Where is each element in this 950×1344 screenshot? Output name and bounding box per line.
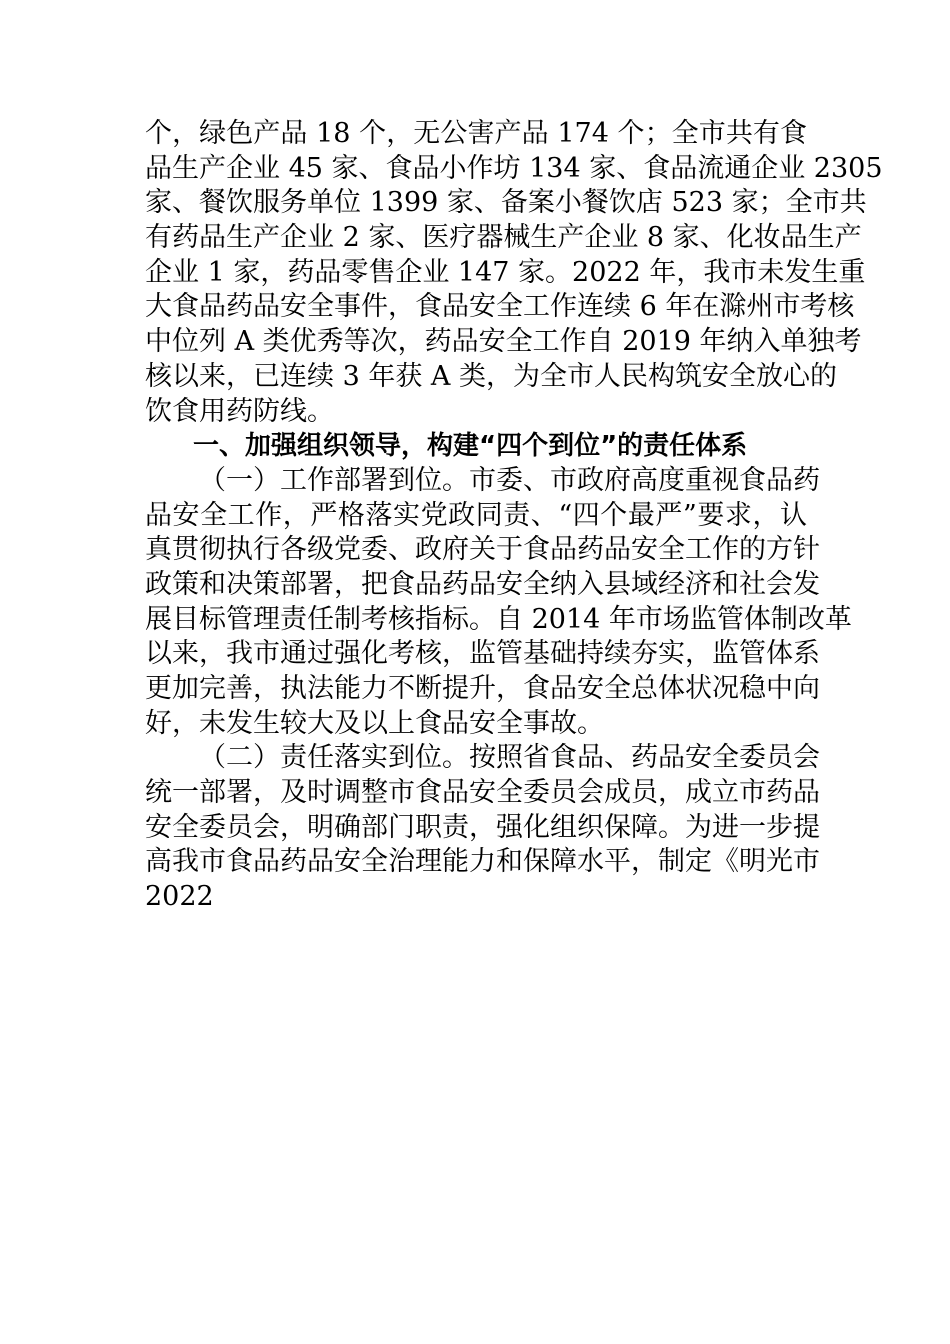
body-line: 真贯彻执行各级党委、政府关于食品药品安全工作的方针 bbox=[145, 534, 820, 566]
paragraph-first-line: （二）责任落实到位。按照省食品、药品安全委员会 bbox=[199, 742, 820, 774]
body-line: 饮食用药防线。 bbox=[145, 395, 334, 427]
body-line: 品安全工作，严格落实党政同责、“四个最严”要求，认 bbox=[145, 499, 807, 531]
body-line: 大食品药品安全事件，食品安全工作连续 6 年在滁州市考核 bbox=[145, 291, 855, 323]
body-line: 安全委员会，明确部门职责，强化组织保障。为进一步提 bbox=[145, 811, 820, 843]
body-line: 品生产企业 45 家、食品小作坊 134 家、食品流通企业 2305 bbox=[145, 152, 883, 184]
body-line: 以来，我市通过强化考核，监管基础持续夯实，监管体系 bbox=[145, 638, 820, 670]
body-line: 2022 bbox=[145, 881, 214, 913]
body-line: 企业 1 家，药品零售企业 147 家。2022 年，我市未发生重 bbox=[145, 256, 866, 288]
body-line: 高我市食品药品安全治理能力和保障水平，制定《明光市 bbox=[145, 846, 820, 878]
body-line: 家、餐饮服务单位 1399 家、备案小餐饮店 523 家；全市共 bbox=[145, 187, 867, 219]
paragraph-first-line: （一）工作部署到位。市委、市政府高度重视食品药 bbox=[199, 464, 820, 496]
body-line: 更加完善，执法能力不断提升，食品安全总体状况稳中向 bbox=[145, 673, 820, 704]
body-line: 中位列 A 类优秀等次，药品安全工作自 2019 年纳入单独考 bbox=[145, 326, 862, 358]
body-line: 展目标管理责任制考核指标。自 2014 年市场监管体制改革 bbox=[145, 603, 852, 635]
body-line: 政策和决策部署，把食品药品安全纳入县域经济和社会发 bbox=[145, 568, 820, 600]
body-line: 好，未发生较大及以上食品安全事故。 bbox=[145, 707, 604, 739]
body-line: 核以来，已连续 3 年获 A 类，为全市人民构筑安全放心的 bbox=[145, 360, 838, 392]
body-line: 有药品生产企业 2 家、医疗器械生产企业 8 家、化妆品生产 bbox=[145, 222, 862, 254]
body-line: 个，绿色产品 18 个，无公害产品 174 个；全市共有食 bbox=[145, 118, 807, 149]
section-heading: 一、加强组织领导，构建“四个到位”的责任体系 bbox=[193, 431, 748, 462]
document-body bbox=[145, 117, 883, 915]
body-line: 统一部署，及时调整市食品安全委员会成员，成立市药品 bbox=[145, 777, 820, 809]
